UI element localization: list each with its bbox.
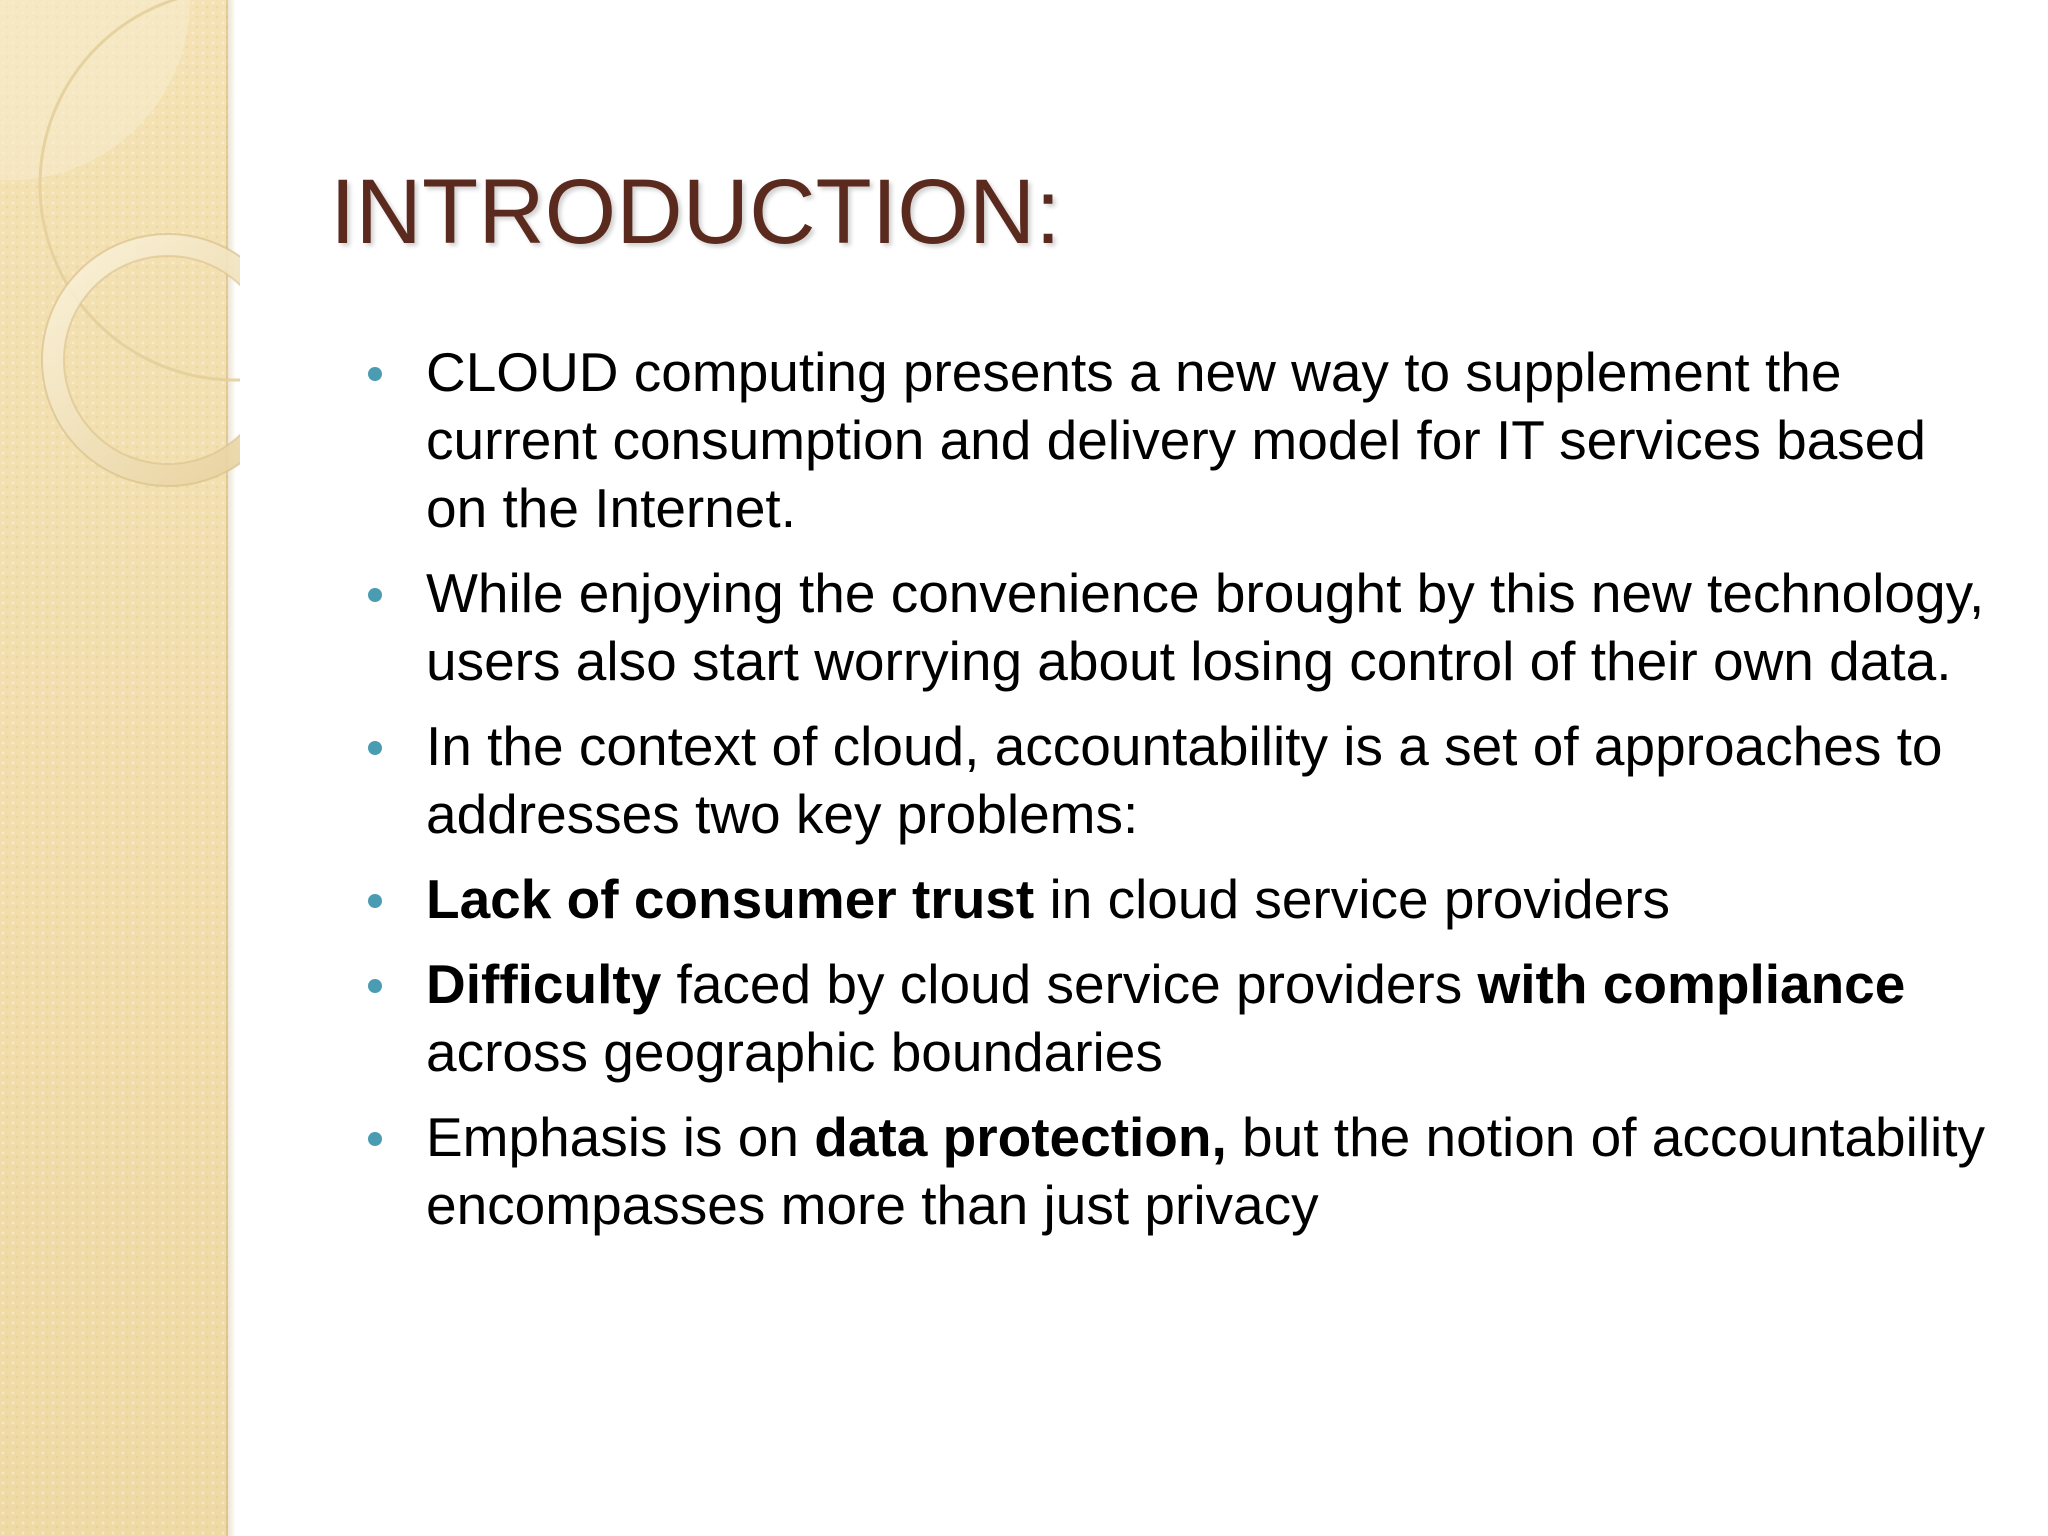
bullet-text: in cloud service providers [1034,868,1671,930]
bullet-dot-icon [368,979,382,993]
bullet-bold-text: with compliance [1477,953,1906,1015]
bullet-bold-text: Difficulty [426,953,662,1015]
bullet-item [360,865,2000,933]
bullet-text: but the notion of accountability encompasses more than just privacy [426,1106,1986,1236]
bullet-item [360,1103,2000,1239]
bullet-text: across geographic boundaries [426,1021,1163,1083]
bullet-dot-icon [368,741,382,755]
bullet-text: CLOUD computing presents a new way to supplement the current consumption and delivery model for IT services based on the Internet. [426,341,1926,539]
bullet-item [360,338,2000,542]
bullet-text: While enjoying the convenience brought by this new technology, users also start worrying about losing control of their own data. [426,562,1985,692]
bullet-item [360,559,2000,695]
bullet-bold-text: Lack of consumer trust [426,868,1035,930]
decorative-circles [0,0,240,520]
bullet-dot-icon [368,588,382,602]
thick-ring-outer-edge [42,234,240,486]
bullet-dot-icon [368,367,382,381]
bullet-text: faced by cloud service providers [661,953,1478,1015]
bullet-item [360,950,2000,1086]
bullet-item [360,712,2000,848]
bullet-bold-text: data protection, [814,1106,1227,1168]
bullet-text: In the context of cloud, accountability is a set of approaches to addresses two key problems: [426,715,1943,845]
corner-arc-shape [0,0,190,180]
bullet-dot-icon [368,894,382,908]
bullet-text: Emphasis is on [426,1106,815,1168]
slide-title: INTRODUCTION: [330,161,1061,263]
bullet-list [360,338,2000,1256]
bullet-dot-icon [368,1132,382,1146]
